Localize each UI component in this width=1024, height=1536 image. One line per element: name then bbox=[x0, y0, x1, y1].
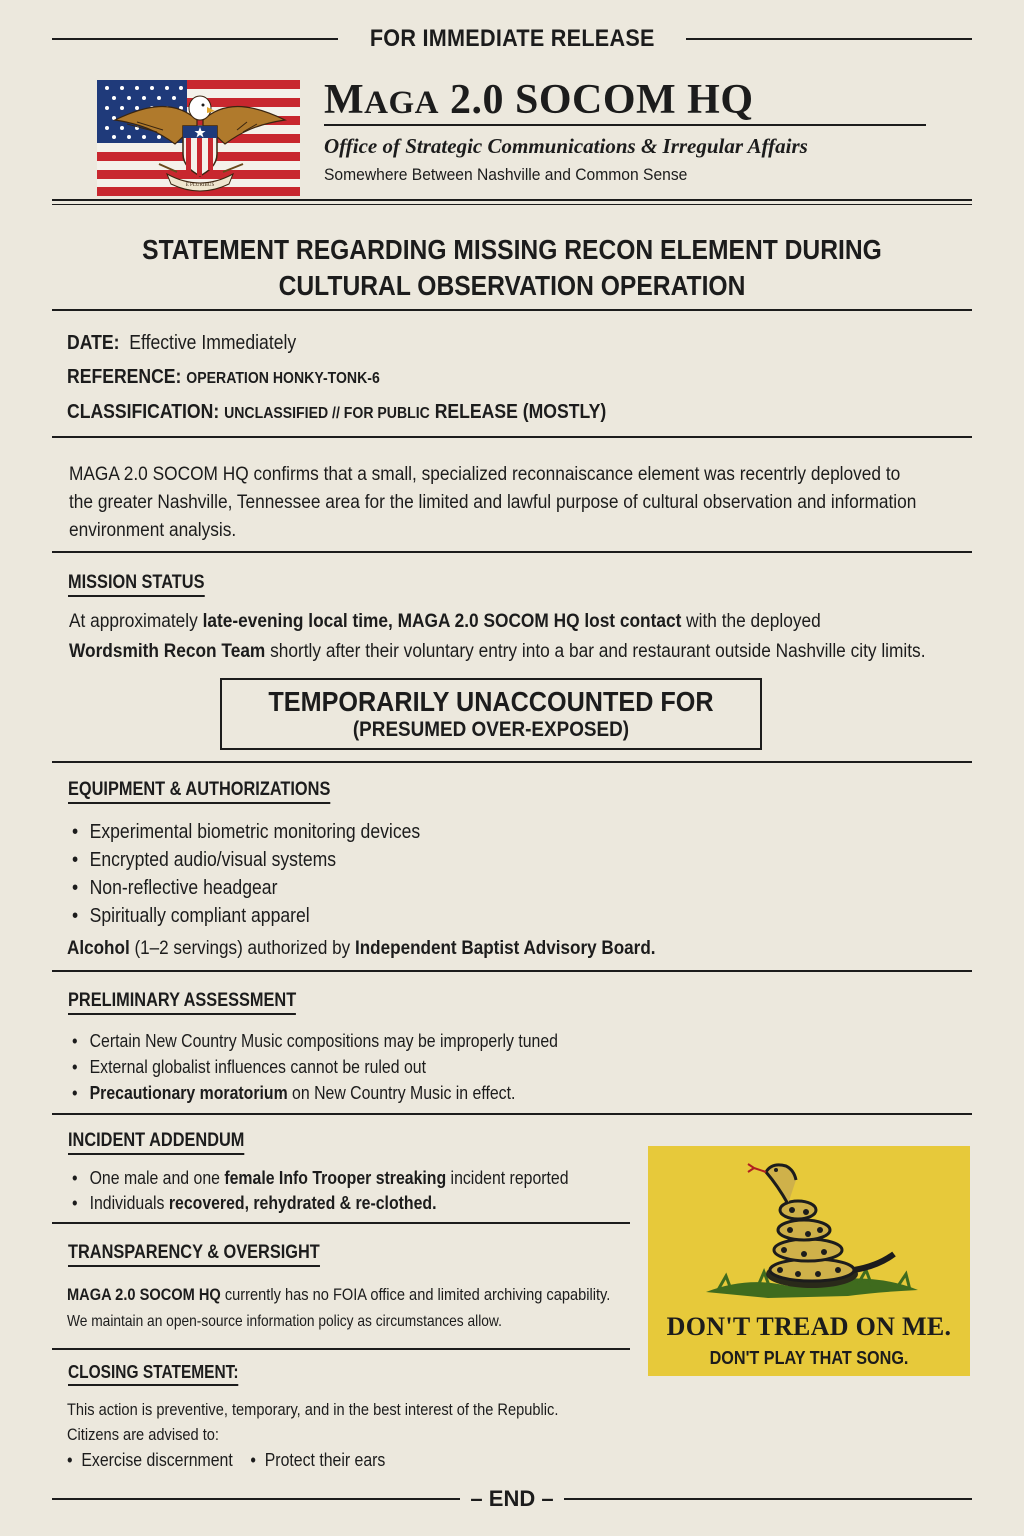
divider bbox=[52, 1222, 630, 1224]
item-text: One male and one bbox=[89, 1168, 225, 1188]
status-main: TEMPORARILY UNACCOUNTED FOR bbox=[268, 686, 714, 717]
item-text: on New Country Music in effect. bbox=[287, 1083, 516, 1103]
assessment-list bbox=[72, 1028, 558, 1106]
item-emphasis: recovered, rehydrated & re-clothed. bbox=[168, 1193, 437, 1213]
title-underline bbox=[324, 124, 926, 126]
mission-status-heading: MISSION STATUS bbox=[68, 572, 204, 597]
alcohol-label: Alcohol bbox=[67, 938, 130, 959]
divider bbox=[52, 309, 972, 311]
mission-text: with the deployed bbox=[681, 611, 821, 632]
status-sub: (PRESUMED OVER-EXPOSED) bbox=[352, 718, 630, 741]
closing-line-2: Citizens are advised to: bbox=[67, 1425, 219, 1444]
organization-location: Somewhere Between Nashville and Common Sense bbox=[324, 165, 688, 184]
eagle-flag-icon bbox=[97, 80, 300, 196]
item-emphasis: female Info Trooper streaking bbox=[224, 1168, 447, 1188]
item-text: incident reported bbox=[446, 1168, 569, 1188]
transparency-text: currently has no FOIA office and limited archiving capability. bbox=[220, 1285, 611, 1304]
status-box bbox=[220, 678, 762, 750]
intro-line-2: the greater Nashville, Tennessee area for the limited and lawful purpose of cultural observation and information bbox=[69, 492, 917, 513]
organization-title bbox=[324, 76, 754, 124]
banner-rule-right bbox=[686, 38, 972, 40]
closing-advice: • Exercise discernment • Protect their ears bbox=[67, 1450, 386, 1470]
org-name: MAGA 2.0 SOCOM HQ bbox=[67, 1285, 221, 1304]
end-rule-right bbox=[564, 1498, 972, 1500]
release-banner bbox=[52, 22, 972, 56]
advisory-board: Independent Baptist Advisory Board. bbox=[354, 938, 656, 959]
list-item: • Non-reflective headgear bbox=[72, 874, 420, 902]
gadsden-motto: DON'T TREAD ON ME. bbox=[666, 1312, 952, 1341]
banner-rule-left bbox=[52, 38, 338, 40]
date-line bbox=[67, 332, 296, 355]
incident-list bbox=[72, 1166, 569, 1216]
closing-line-1: This action is preventive, temporary, and in the best interest of the Republic. bbox=[67, 1400, 559, 1419]
mission-line-1 bbox=[69, 607, 943, 637]
item-text: Individuals bbox=[89, 1193, 169, 1213]
recon-team-name: Wordsmith Recon Team bbox=[69, 641, 266, 662]
divider bbox=[52, 761, 972, 763]
list-item bbox=[72, 1166, 569, 1191]
list-item: • External globalist influences cannot be ruled out bbox=[72, 1054, 558, 1080]
classification-value: UNCLASSIFIED // FOR PUBLIC bbox=[224, 405, 430, 422]
mission-text: shortly after their voluntary entry into a bar and restaurant outside Nashville city limits. bbox=[265, 641, 926, 662]
transparency-line-2: We maintain an open-source information policy as circumstances allow. bbox=[67, 1313, 502, 1330]
reference-value: OPERATION HONKY-TONK-6 bbox=[186, 370, 380, 387]
release-banner-text: FOR IMMEDIATE RELEASE bbox=[369, 25, 655, 52]
moratorium-label: Precautionary moratorium bbox=[89, 1083, 288, 1103]
item-text: Certain New Country Music bbox=[89, 1031, 287, 1051]
gadsden-flag bbox=[648, 1146, 970, 1376]
divider bbox=[52, 436, 972, 438]
org-title-smallcaps: AGA bbox=[364, 85, 439, 121]
classification-label: CLASSIFICATION: bbox=[67, 401, 220, 423]
list-item: • Encrypted audio/visual systems bbox=[72, 846, 420, 874]
end-text: – END – bbox=[470, 1486, 554, 1511]
org-title-rest: 2.0 SOCOM HQ bbox=[439, 77, 754, 123]
intro-line-3: environment analysis. bbox=[69, 520, 237, 541]
divider bbox=[52, 1348, 630, 1350]
advice-item: Protect their ears bbox=[264, 1450, 386, 1470]
mission-paragraph bbox=[69, 607, 943, 667]
intro-paragraph bbox=[69, 461, 943, 545]
classification-line bbox=[67, 401, 606, 424]
alcohol-text: (1–2 servings) authorized by bbox=[129, 938, 355, 959]
classification-mostly: (MOSTLY) bbox=[522, 401, 607, 423]
header-double-rule bbox=[52, 199, 972, 205]
divider bbox=[52, 1113, 972, 1115]
equipment-list bbox=[72, 818, 420, 930]
closing-heading: CLOSING STATEMENT: bbox=[68, 1362, 239, 1386]
headline-line-2: CULTURAL OBSERVATION OPERATION bbox=[278, 270, 746, 301]
headline-line-1: STATEMENT REGARDING MISSING RECON ELEMENT DURING bbox=[142, 234, 882, 265]
organization-subtitle: Office of Strategic Communications & Irregular Affairs bbox=[324, 134, 808, 158]
list-item: • Experimental biometric monitoring devices bbox=[72, 818, 420, 846]
statement-headline bbox=[107, 232, 917, 304]
divider bbox=[52, 970, 972, 972]
mission-text: At approximately bbox=[69, 611, 203, 632]
advice-item: Exercise discernment bbox=[81, 1450, 233, 1470]
list-item bbox=[72, 1028, 558, 1054]
list-item: • Spiritually compliant apparel bbox=[72, 902, 420, 930]
item-text: compositions may be improperly tuned bbox=[286, 1031, 558, 1051]
end-rule-left bbox=[52, 1498, 460, 1500]
crest-banner-text: E PLURIBUS bbox=[185, 183, 215, 188]
reference-label: REFERENCE: bbox=[67, 366, 182, 388]
reference-line bbox=[67, 366, 380, 389]
intro-line-1: MAGA 2.0 SOCOM HQ confirms that a small, specialized reconnaiscance element was recentrly deploved to bbox=[69, 464, 901, 485]
equipment-heading: EQUIPMENT & AUTHORIZATIONS bbox=[68, 779, 330, 804]
list-item bbox=[72, 1080, 558, 1106]
mission-line-2 bbox=[69, 637, 943, 667]
list-item bbox=[72, 1191, 569, 1216]
end-marker bbox=[52, 1484, 972, 1514]
date-label: DATE: bbox=[67, 332, 120, 354]
classification-release: RELEASE bbox=[434, 401, 518, 423]
incident-heading: INCIDENT ADDENDUM bbox=[68, 1130, 244, 1155]
mission-emphasis: late-evening local time, MAGA 2.0 SOCOM HQ lost contact bbox=[202, 611, 682, 632]
assessment-heading: PRELIMINARY ASSESSMENT bbox=[68, 990, 296, 1015]
org-title-initial: M bbox=[324, 77, 365, 123]
gadsden-subtitle: DON'T PLAY THAT SONG. bbox=[709, 1348, 909, 1368]
divider bbox=[52, 551, 972, 553]
alcohol-authorization bbox=[67, 938, 656, 960]
transparency-heading: TRANSPARENCY & OVERSIGHT bbox=[68, 1242, 320, 1267]
date-value: Effective Immediately bbox=[129, 332, 297, 354]
transparency-line-1 bbox=[67, 1285, 610, 1305]
